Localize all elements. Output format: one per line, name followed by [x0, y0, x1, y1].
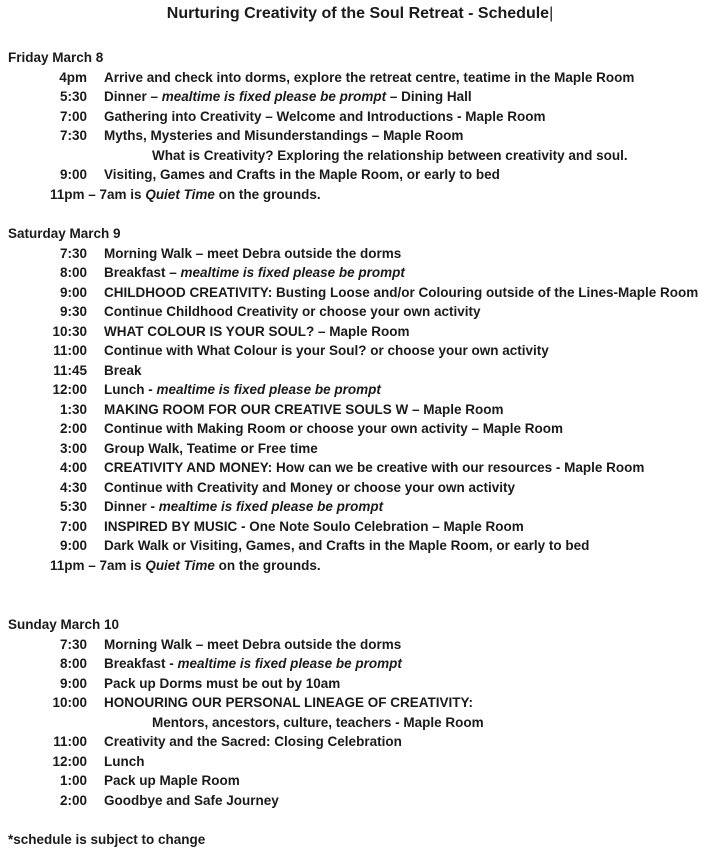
schedule-row: 5:30 Dinner - mealtime is fixed please be prompt	[59, 499, 384, 514]
schedule-row: 8:00 Breakfast – mealtime is fixed please be prompt	[59, 265, 405, 280]
schedule-row: 9:00 Dark Walk or Visiting, Games, and Crafts in the Maple Room, or early to bed	[59, 538, 590, 553]
schedule-row: 2:00 Goodbye and Safe Journey	[59, 792, 279, 808]
schedule-row: 11:00 Creativity and the Sacred: Closing Celebration	[53, 734, 402, 749]
day-heading: Saturday March 9	[8, 226, 121, 241]
schedule-row: 11:45 Break	[53, 362, 142, 378]
schedule-row: 7:30 Myths, Mysteries and Misunderstandings – Maple Room	[59, 128, 464, 143]
schedule-row: 9:00 Pack up Dorms must be out by 10am	[59, 675, 341, 691]
schedule-row: 5:30 Dinner – mealtime is fixed please be prompt – Dining Hall	[59, 89, 472, 104]
schedule-row: 10:30 WHAT COLOUR IS YOUR SOUL? – Maple Room	[52, 323, 410, 339]
day-heading: Friday March 8	[8, 50, 104, 65]
schedule-row: 11:00 Continue with What Colour is your Soul? or choose your own activity	[53, 343, 549, 358]
schedule-row: 2:00 Continue with Making Room or choose your own activity – Maple Room	[59, 421, 564, 436]
schedule-row: 4:30 Continue with Creativity and Money or choose your own activity	[59, 479, 516, 495]
schedule-row: 12:00 Lunch - mealtime is fixed please be prompt	[52, 382, 381, 397]
schedule-row: 7:30 Morning Walk – meet Debra outside the dorms	[59, 636, 402, 652]
text-cursor: |	[549, 5, 554, 22]
quiet-time-row: 11pm – 7am is Quiet Time on the grounds.	[50, 186, 321, 202]
day-heading: Sunday March 10	[8, 617, 120, 632]
schedule-row: 9:00 Visiting, Games and Crafts in the Maple Room, or early to bed	[59, 167, 500, 182]
schedule-row: 1:30 MAKING ROOM FOR OUR CREATIVE SOULS W – Maple Room	[59, 401, 504, 417]
schedule-row: 9:00 CHILDHOOD CREATIVITY: Busting Loose and/or Colouring outside of the Lines-Maple Room	[59, 284, 699, 300]
day-friday	[8, 48, 720, 204]
schedule-row: 8:00 Breakfast - mealtime is fixed please be prompt	[59, 656, 402, 671]
page-title: Nurturing Creativity of the Soul Retreat - Schedule|	[166, 5, 554, 22]
schedule-row: 7:00 Gathering into Creativity – Welcome and Introductions - Maple Room	[59, 108, 546, 124]
schedule-row: 7:30 Morning Walk – meet Debra outside the dorms	[59, 245, 402, 261]
schedule-row: 12:00 Lunch	[52, 753, 145, 769]
schedule-row: 3:00 Group Walk, Teatime or Free time	[59, 440, 318, 456]
schedule-row: 1:00 Pack up Maple Room	[59, 773, 240, 788]
day-saturday	[8, 224, 720, 575]
day-sunday	[8, 615, 720, 810]
schedule-row: 4:00 CREATIVITY AND MONEY: How can we be creative with our resources - Maple Room	[59, 460, 645, 475]
footnote: *schedule is subject to change	[8, 832, 206, 847]
schedule-row-continuation: What is Creativity? Exploring the relationship between creativity and soul.	[152, 147, 628, 163]
schedule-row: 4pm Arrive and check into dorms, explore the retreat centre, teatime in the Maple Room	[59, 69, 635, 85]
schedule-row: 9:30 Continue Childhood Creativity or choose your own activity	[59, 304, 481, 319]
quiet-time-row: 11pm – 7am is Quiet Time on the grounds.	[50, 557, 321, 573]
schedule-row: 7:00 INSPIRED BY MUSIC - One Note Soulo Celebration – Maple Room	[59, 518, 524, 534]
schedule-row-continuation: Mentors, ancestors, culture, teachers - Maple Room	[152, 714, 484, 730]
schedule-row: 10:00 HONOURING OUR PERSONAL LINEAGE OF CREATIVITY:	[52, 695, 474, 710]
